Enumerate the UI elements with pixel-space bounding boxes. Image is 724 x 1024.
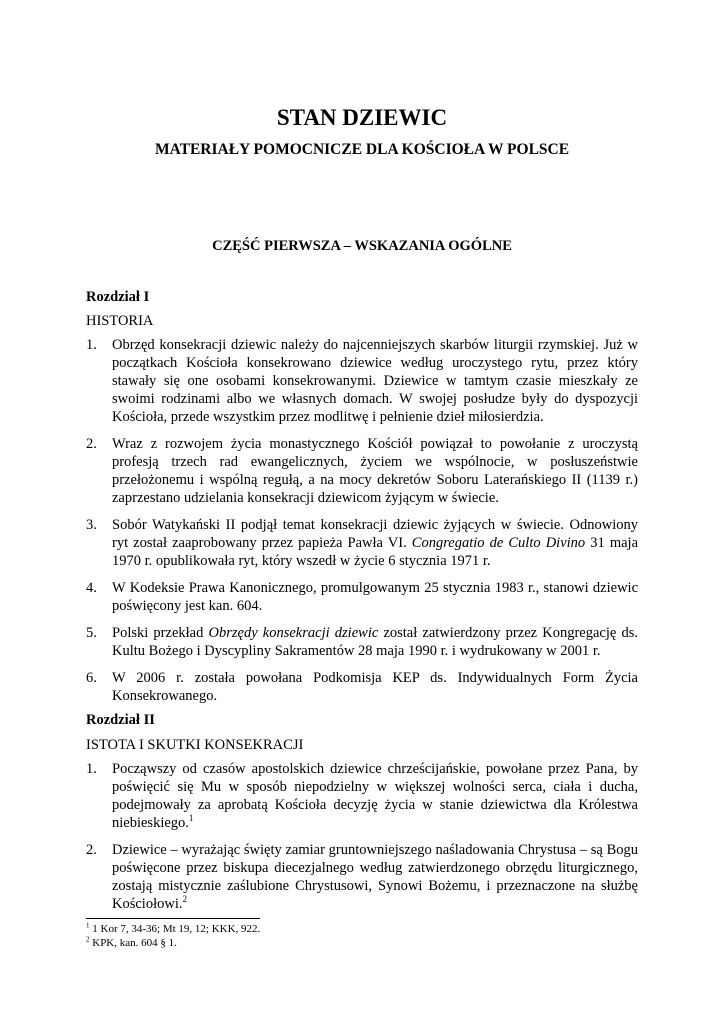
- item-text: Począwszy od czasów apostolskich dziewice chrześcijańskie, powołane przez Pana, by poświęcić się Mu w sposób niepodzielny w większej wolności serca, ciała i ducha, podejmowały za aprobatą Kościoła decyzję życia w stanie dziewictwa dla Królestwa niebieskiego.: [112, 761, 638, 831]
- chapter-1-label: Rozdział I: [86, 289, 150, 305]
- item-number: 2.: [86, 436, 97, 452]
- item-text-part: został zatwierdzony przez Kongregację ds. Kultu Bożego i Dyscypliny Sakramentów 28 maja 1990 r. i wydrukowany w 2001 r.: [112, 625, 638, 659]
- footnote-mark: 1: [86, 921, 90, 930]
- list-item: [86, 516, 638, 570]
- item-number: 1.: [86, 337, 97, 353]
- item-text-part: Polski przekład: [112, 625, 209, 641]
- document-title: STAN DZIEWIC: [276, 105, 448, 130]
- item-number: 4.: [86, 580, 97, 596]
- footnote-mark: 2: [86, 935, 90, 944]
- part-heading: CZĘŚĆ PIERWSZA – WSKAZANIA OGÓLNE: [212, 238, 512, 254]
- item-number: 2.: [86, 842, 97, 858]
- list-item: [86, 760, 638, 832]
- list-item: [86, 624, 638, 660]
- footnote-text: 1 Kor 7, 34-36; Mt 19, 12; KKK, 922.: [89, 923, 261, 935]
- footnote-text: KPK, kan. 604 § 1.: [89, 937, 177, 949]
- item-text-part: 31 maja 1970 r. opublikowała ryt, który wszedł w życie 6 stycznia 1971 r.: [112, 535, 639, 569]
- chapter-2-list: [86, 760, 638, 922]
- item-text: W Kodeksie Prawa Kanonicznego, promulgowanym 25 stycznia 1983 r., stanowi dziewic poświęcony jest kan. 604.: [112, 580, 638, 614]
- list-item: [86, 579, 638, 615]
- footnote-ref: 2: [182, 894, 187, 905]
- item-number: 1.: [86, 761, 97, 777]
- item-text: Obrzęd konsekracji dziewic należy do najcenniejszych skarbów liturgii rzymskiej. Już w początkach Kościoła konsekrowano dziewice według uroczystego rytu, przez który stawały się one osobami konsekrowanymi. Dziewice w tamtym czasie mieszkały ze swoimi rodzinami albo we własnych domach. W swojej posłudze były do dyspozycji Kościoła, przede wszystkim przez modlitwę i pełnienie dzieł miłosierdzia.: [112, 337, 638, 425]
- chapter-2-label: Rozdział II: [86, 712, 155, 728]
- chapter-2-heading: ISTOTA I SKUTKI KONSEKRACJI: [86, 737, 304, 753]
- item-text-part: Sobór Watykański II podjął temat konsekracji dziewic żyjących w świecie. Odnowiony ryt został zaaprobowany przez papieża Pawła VI.: [112, 517, 638, 551]
- item-text: [112, 625, 638, 659]
- item-text-italic: Obrzędy konsekracji dziewic: [208, 625, 379, 641]
- chapter-1-heading: HISTORIA: [86, 313, 154, 329]
- item-text: Dziewice – wyrażając święty zamiar gruntowniejszego naśladowania Chrystusa – są Bogu poświęcone przez biskupa diecezjalnego według zatwierdzonego obrzędu liturgicznego, zostają mistycznie zaślubione Chrystusowi, Synowi Bożemu, i przeznaczone na służbę Kościołowi.: [112, 842, 638, 912]
- footnote: [86, 936, 260, 950]
- list-item: [86, 336, 638, 426]
- chapter-1-list: [86, 336, 638, 714]
- footnote-ref: 1: [188, 813, 194, 824]
- item-text: W 2006 r. została powołana Podkomisja KEP ds. Indywidualnych Form Życia Konsekrowanego.: [112, 670, 638, 704]
- item-number: 6.: [86, 670, 97, 686]
- item-number: 5.: [86, 625, 97, 641]
- item-text: Wraz z rozwojem życia monastycznego Kościół powiązał to powołanie z uroczystą profesją trzech rad ewangelicznych, życiem we wspólnocie, w posłuszeństwie przełożonemu i wspólną regułą, a na mocy dekretów Soboru Laterańskiego II (1139 r.) zaprzestano udzielania konsekracji dziewicom żyjącym w świecie.: [112, 436, 638, 506]
- list-item: [86, 841, 638, 913]
- item-text: [112, 517, 638, 569]
- footnote-divider: [86, 918, 260, 919]
- item-number: 3.: [86, 517, 97, 533]
- footnote: [86, 922, 260, 936]
- list-item: [86, 669, 638, 705]
- document-subtitle: MATERIAŁY POMOCNICZE DLA KOŚCIOŁA W POLSCE: [154, 141, 570, 158]
- footnotes: [86, 922, 260, 950]
- item-text-italic: Congregatio de Culto Divino: [411, 535, 586, 551]
- list-item: [86, 435, 638, 507]
